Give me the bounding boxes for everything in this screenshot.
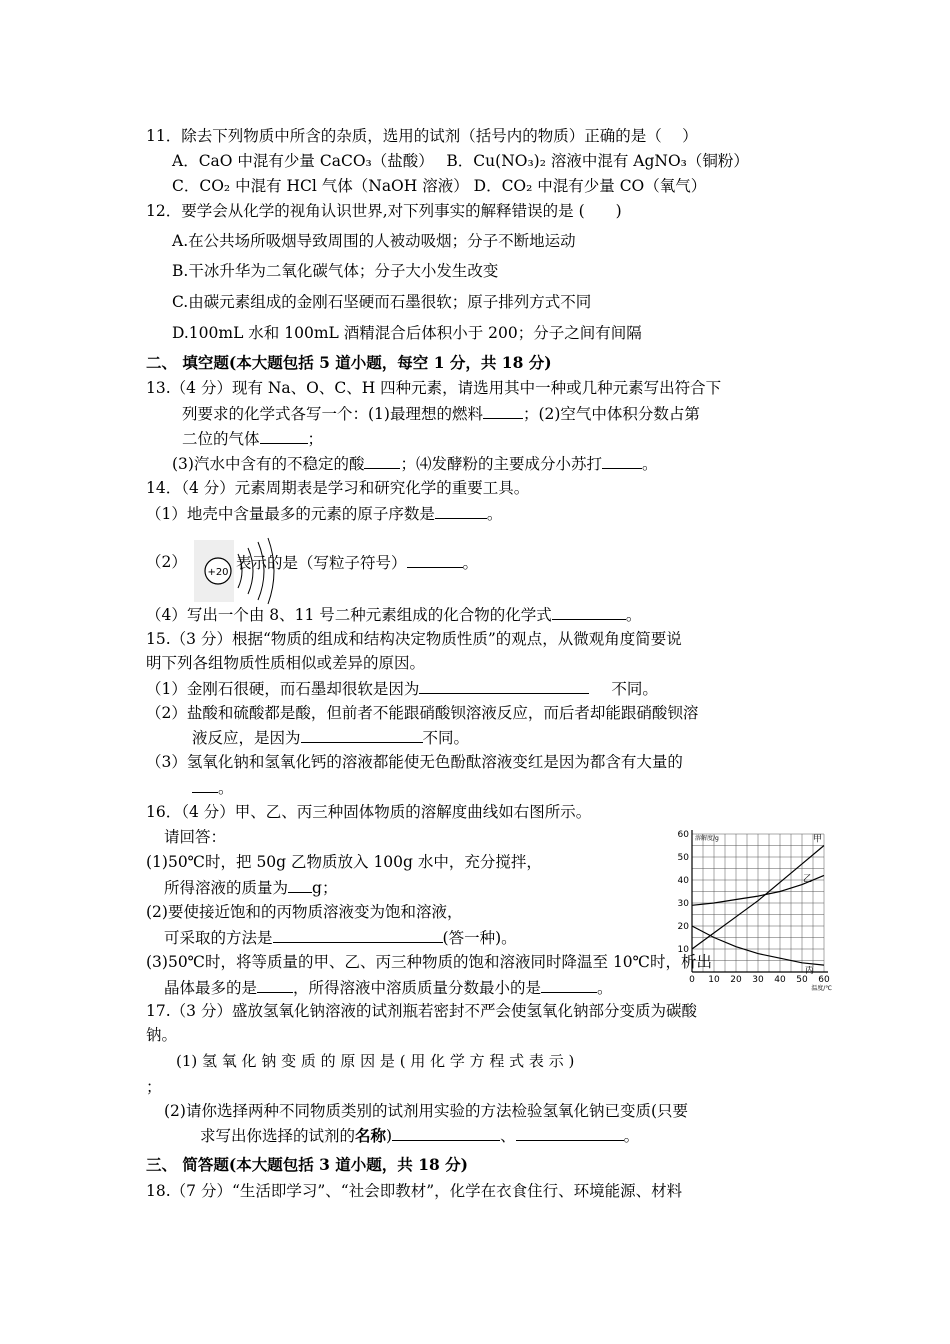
q13-answer-blank-2[interactable]	[260, 428, 308, 444]
x-tick-label: 40	[774, 975, 786, 985]
q14-answer-blank-1[interactable]	[435, 503, 487, 519]
q14-text: 。	[486, 505, 503, 523]
q15-line-2: 明下列各组物质性质相似或差异的原因。	[146, 654, 426, 672]
q15-text: 。	[218, 779, 234, 797]
y-tick-label: 50	[677, 853, 689, 863]
q15-text: 不同。	[611, 680, 658, 698]
q18-line-1: 18.（7 分）“生活即学习”、“社会即教材”，化学在衣食住行、环境能源、材料	[146, 1182, 683, 1200]
section-2-heading: 二、 填空题(本大题包括 5 道小题，每空 1 分，共 18 分)	[146, 353, 552, 372]
q16-text: 所得溶液的质量为	[164, 879, 289, 897]
q13-text: 。	[641, 455, 658, 473]
q16-answer-blank-2[interactable]	[273, 927, 443, 943]
q16-text: ，所得溶液中溶质质量分数最小的是	[293, 979, 542, 997]
q13-answer-blank-3[interactable]	[364, 453, 400, 469]
q16-answer-blank-3[interactable]	[257, 977, 293, 993]
q13-answer-blank-1[interactable]	[483, 403, 523, 419]
q15-line-3	[146, 678, 658, 699]
y-tick-label: 60	[677, 830, 689, 840]
q16-line-8	[164, 977, 613, 998]
q16-line-2: 请回答：	[164, 828, 227, 846]
x-tick-label: 10	[708, 975, 720, 985]
x-tick-label: 60	[818, 975, 830, 985]
series-label-2: 乙	[802, 874, 812, 885]
q14-line-3	[236, 552, 478, 573]
q16-line-7: (3)50℃时，将等质量的甲、乙、丙三种物质的饱和溶液同时降温至 10℃时，析出	[146, 953, 713, 971]
q11-stem: 11．除去下列物质中所含的杂质，选用的试剂（括号内的物质）正确的是（ ）	[146, 127, 698, 145]
q13-answer-blank-4[interactable]	[602, 453, 642, 469]
q15-answer-blank-1[interactable]	[419, 678, 589, 694]
q15-answer-blank-3[interactable]	[192, 777, 218, 793]
q12-option-a: A.在公共场所吸烟导致周围的人被动吸烟；分子不断地运动	[172, 232, 576, 250]
series-label-3: 丙	[804, 966, 814, 977]
q15-text: 液反应，是因为	[192, 729, 301, 747]
q15-text: （1）金刚石很硬，而石墨却很软是因为	[146, 680, 420, 698]
q17-line-5: (2)请你选择两种不同物质类别的试剂用实验的方法检验氢氧化钠已变质(只要	[164, 1102, 689, 1120]
q16-text: 晶体最多的是	[164, 979, 258, 997]
q17-text: 。	[623, 1127, 640, 1145]
x-tick-label: 50	[796, 975, 808, 985]
q13-text: ；⑷发酵粉的主要成分小苏打	[400, 455, 602, 473]
nucleus-charge: +20	[207, 567, 229, 578]
q16-line-1: 16．（4 分）甲、乙、丙三种固体物质的溶解度曲线如右图所示。	[146, 803, 592, 821]
q14-answer-blank-3[interactable]	[552, 604, 626, 620]
q17-line-4	[146, 1077, 162, 1097]
q13-line-2	[182, 403, 700, 424]
x-tick-label: 30	[752, 975, 764, 985]
q17-answer-blank-1[interactable]	[392, 1125, 500, 1141]
q16-answer-blank-4[interactable]	[541, 977, 597, 993]
y-tick-label: 30	[677, 899, 689, 909]
q13-text: (3)汽水中含有的不稳定的酸	[172, 455, 365, 473]
q16-line-3: (1)50℃时，把 50g 乙物质放入 100g 水中，充分搅拌，	[146, 853, 542, 871]
q15-text: 不同。	[422, 729, 470, 747]
q14-text: 表示的是（写粒子符号）	[236, 554, 407, 572]
q14-text: 。	[625, 606, 642, 624]
q17-text-bold: 名称	[355, 1126, 387, 1145]
q14-part-2-label: （2）	[146, 553, 187, 571]
series-label-1: 甲	[812, 834, 822, 845]
q12-stem: 12．要学会从化学的视角认识世界,对下列事实的解释错误的是 ( )	[146, 202, 622, 220]
q14-answer-blank-2[interactable]	[407, 552, 463, 568]
q13-text: ；	[307, 430, 324, 448]
q14-text: （4）写出一个由 8、11 号二种元素组成的化合物的化学式	[146, 606, 552, 624]
x-tick-label: 0	[689, 975, 695, 985]
q15-answer-blank-2[interactable]	[301, 727, 423, 743]
q12-option-b: B.干冰升华为二氧化碳气体；分子大小发生改变	[172, 262, 499, 280]
q16-answer-blank-1[interactable]	[288, 877, 312, 893]
q14-text: 。	[462, 554, 479, 572]
q15-line-7	[192, 777, 234, 798]
q13-line-3	[182, 428, 323, 449]
q13-line-4	[172, 453, 658, 474]
section-3-heading: 三、 简答题(本大题包括 3 道小题，共 18 分)	[146, 1155, 469, 1174]
q17-text: 求写出你选择的试剂的	[200, 1127, 356, 1145]
q15-line-1: 15.（3 分）根据“物质的组成和结构决定物质性质”的观点，从微观角度简要说	[146, 630, 682, 648]
q16-text: 。	[597, 979, 613, 997]
q13-text: 二位的气体	[182, 430, 260, 448]
x-axis-label: 温度/℃	[811, 985, 832, 992]
q16-line-5: (2)要使接近饱和的丙物质溶液变为饱和溶液，	[146, 903, 463, 921]
q14-line-2	[146, 503, 502, 524]
q16-text: (答一种)。	[442, 929, 517, 947]
y-tick-label: 40	[677, 876, 689, 886]
q17-text: ；	[146, 1078, 162, 1096]
q17-text: 、	[500, 1127, 516, 1145]
q11-options-ab: A．CaO 中混有少量 CaCO₃（盐酸） B．Cu(NO₃)₂ 溶液中混有 AgNO₃（铜粉）	[172, 152, 749, 170]
q15-line-6: （3）氢氧化钠和氢氧化钙的溶液都能使无色酚酞溶液变红是因为都含有大量的	[146, 753, 683, 771]
q16-text: 可采取的方法是	[164, 929, 273, 947]
q16-line-6	[164, 927, 517, 948]
q16-line-4	[164, 877, 337, 898]
q13-text: ；(2)空气中体积分数占第	[522, 405, 700, 423]
q17-line-6	[200, 1125, 639, 1146]
q14-text: （1）地壳中含量最多的元素的原子序数是	[146, 505, 435, 523]
q15-line-4: （2）盐酸和硫酸都是酸，但前者不能跟硝酸钡溶液反应，而后者却能跟硝酸钡溶	[146, 704, 699, 722]
q14-line-1: 14．（4 分）元素周期表是学习和研究化学的重要工具。	[146, 479, 530, 497]
q14-line-4	[146, 604, 641, 625]
q15-line-5	[192, 727, 469, 748]
q17-answer-blank-2[interactable]	[516, 1125, 624, 1141]
y-tick-label: 10	[677, 945, 689, 955]
q17-line-3: (1) 氢 氧 化 钠 变 质 的 原 因 是 ( 用 化 学 方 程 式 表 示 )	[176, 1052, 575, 1070]
q13-line-1: 13.（4 分）现有 Na、O、C、H 四种元素，请选用其中一种或几种元素写出符合下	[146, 379, 722, 397]
q12-option-d: D.100mL 水和 100mL 酒精混合后体积小于 200；分子之间有间隔	[172, 324, 642, 342]
y-axis-label: 溶解度/g	[695, 835, 719, 842]
q16-text: g；	[312, 879, 338, 897]
x-tick-label: 20	[730, 975, 742, 985]
q13-text: 列要求的化学式各写一个：(1)最理想的燃料	[182, 405, 483, 423]
q17-line-1: 17.（3 分）盛放氢氧化钠溶液的试剂瓶若密封不严会使氢氧化钠部分变质为碳酸	[146, 1002, 697, 1020]
q11-options-cd: C．CO₂ 中混有 HCl 气体（NaOH 溶液） D．CO₂ 中混有少量 CO（氧气）	[172, 177, 707, 195]
q12-option-c: C.由碳元素组成的金刚石坚硬而石墨很软；原子排列方式不同	[172, 293, 592, 311]
y-tick-label: 20	[677, 922, 689, 932]
q17-line-2: 钠。	[146, 1026, 178, 1044]
q17-text: )	[386, 1127, 393, 1145]
